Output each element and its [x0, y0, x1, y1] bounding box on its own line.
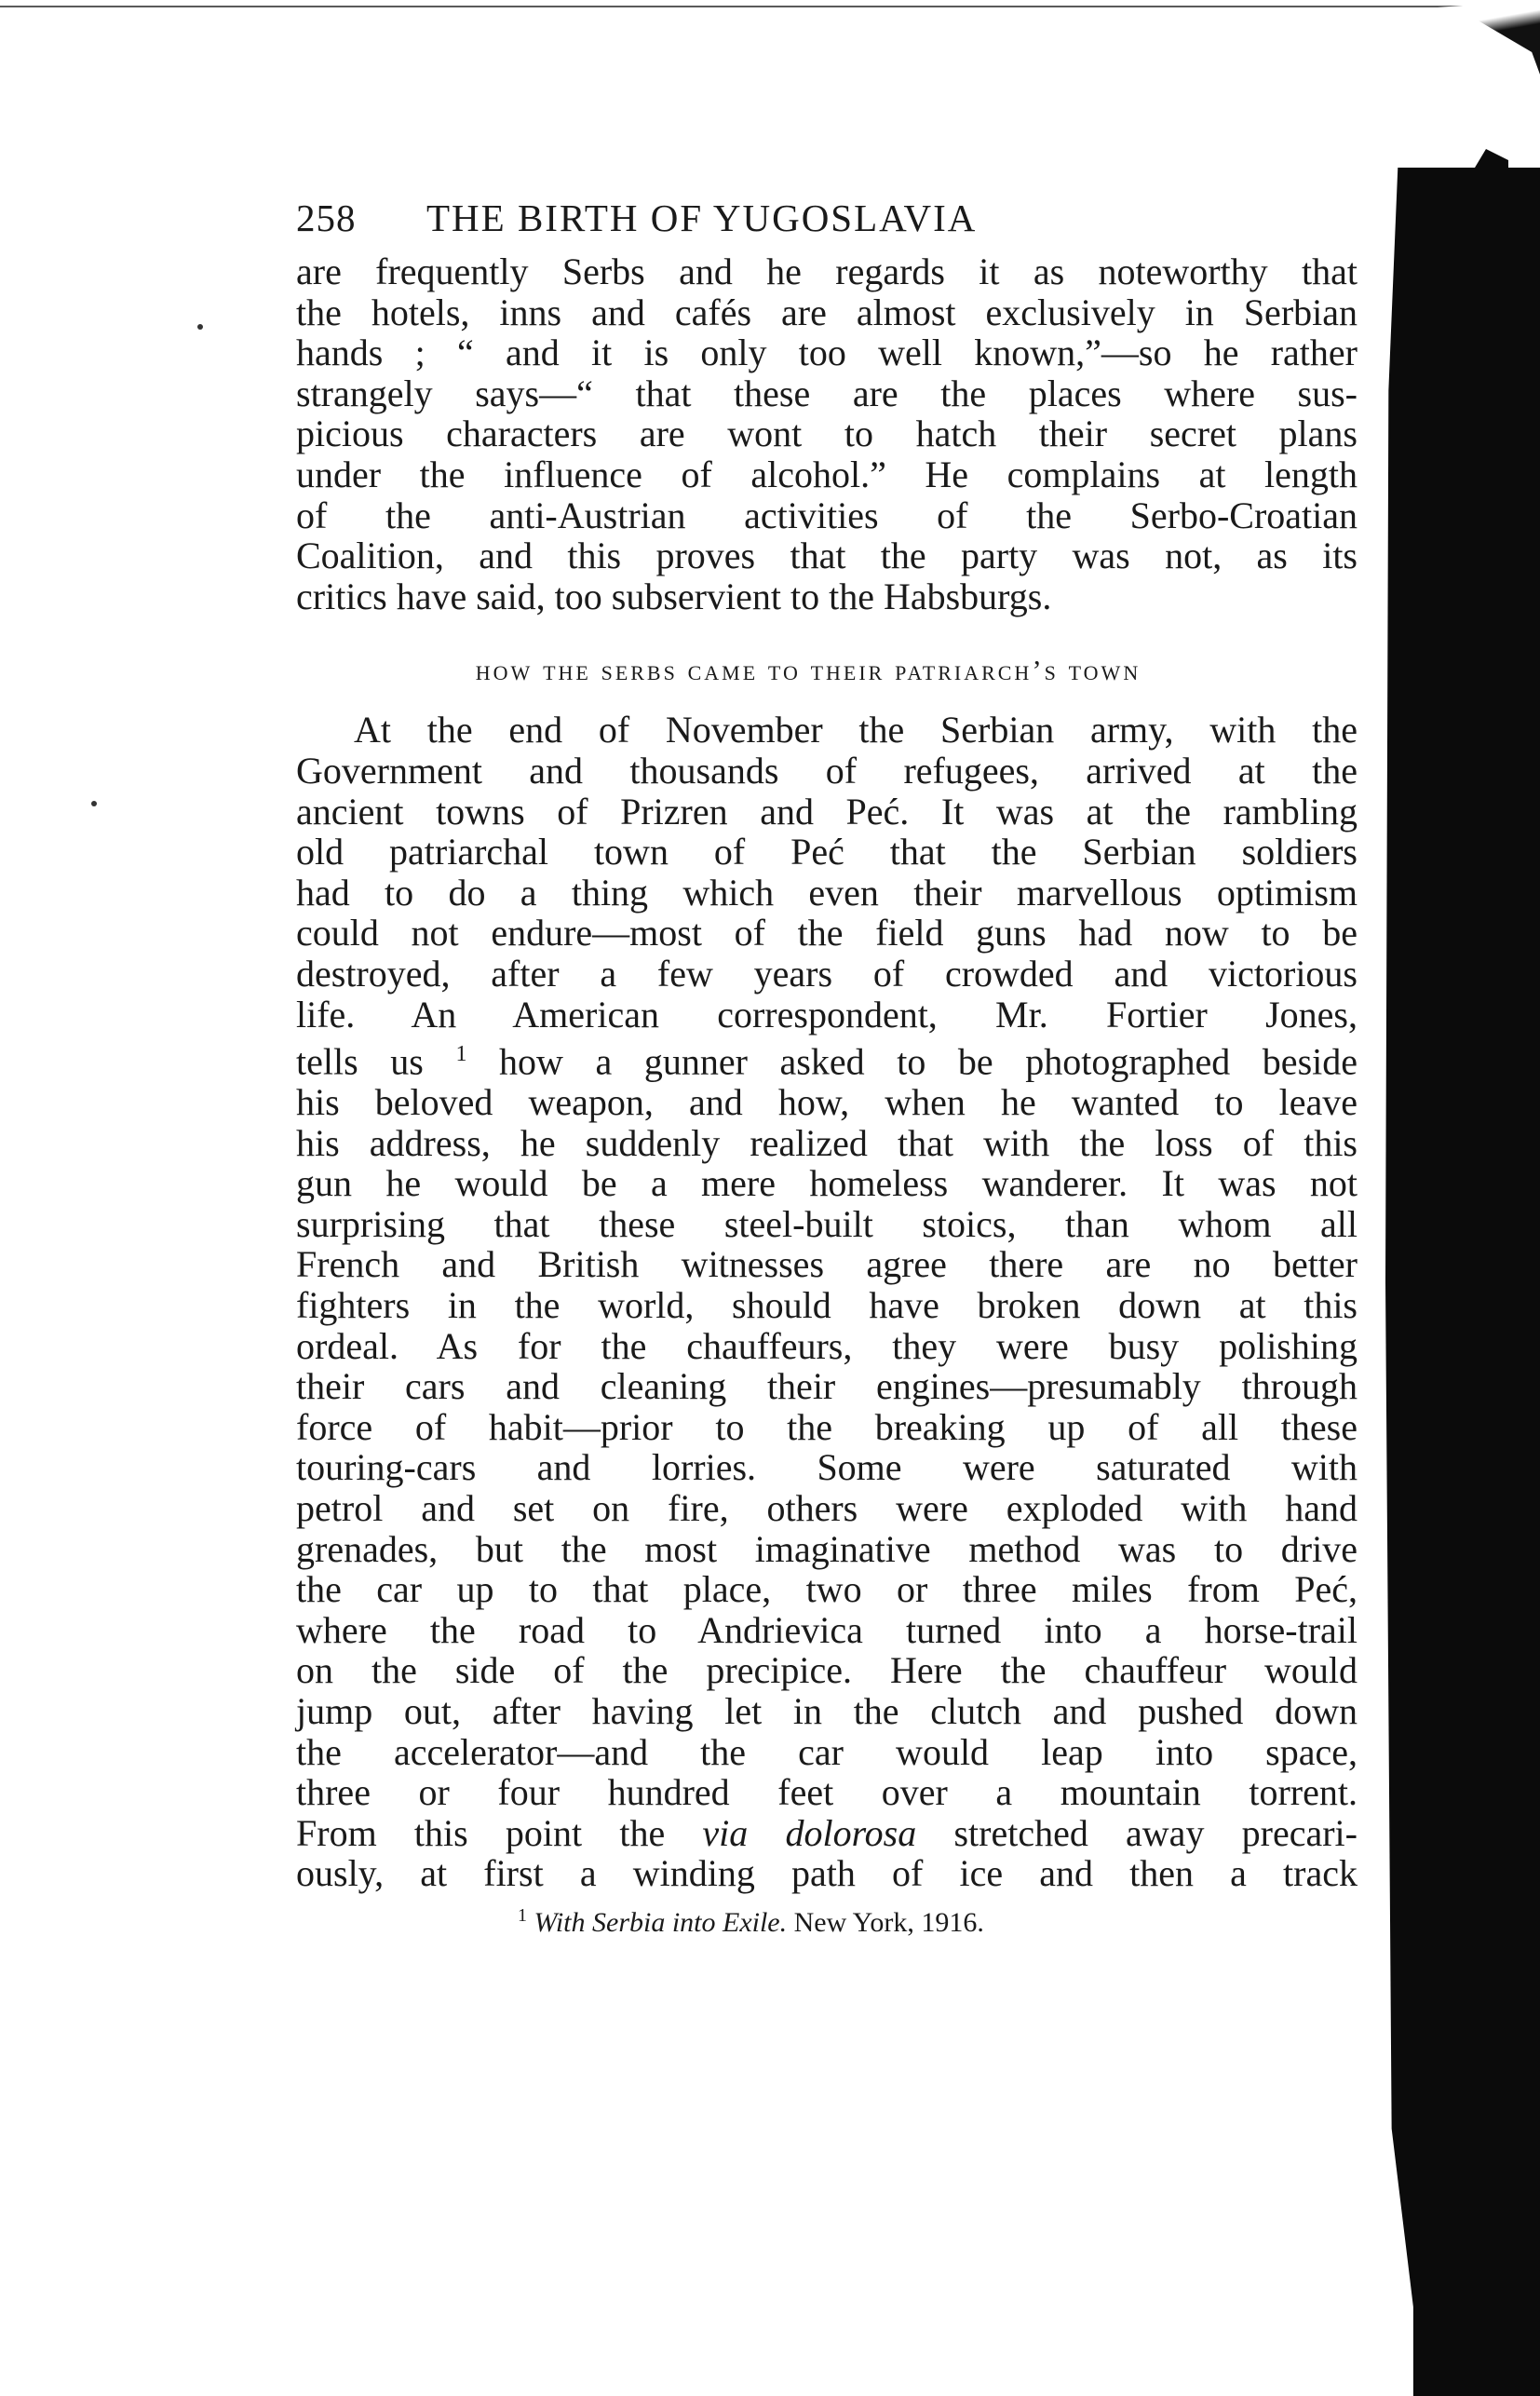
footnote-publication: New York, 1916. — [787, 1906, 984, 1938]
text-line: their cars and cleaning their engines—presumably through — [296, 1365, 1358, 1408]
text-line: petrol and set on fire, others were exploded with hand — [296, 1486, 1358, 1529]
footnote — [296, 1905, 1358, 1939]
text-line: French and British witnesses agree there are no better — [296, 1243, 1358, 1286]
footnote-marker: 1 — [518, 1904, 527, 1926]
text-line: his beloved weapon, and how, when he wanted to leave — [296, 1081, 1358, 1124]
text-line: surprising that these steel-built stoics, than whom all — [296, 1202, 1358, 1245]
text-line: fighters in the world, should have broken down at this — [296, 1283, 1358, 1326]
text-line: strangely says—“ that these are the places where sus- — [296, 372, 1358, 414]
text-line-last: ously, at first a winding path of ice and then a track — [296, 1852, 1358, 1895]
section-heading: how the serbs came to their patriarch’s town — [475, 654, 1141, 687]
running-title: THE BIRTH OF YUGOSLAVIA — [426, 196, 978, 239]
text-line: grenades, but the most imaginative method was to drive — [296, 1527, 1358, 1570]
footnote-book-title: With Serbia into Exile. — [534, 1906, 788, 1938]
text-line: of the anti-Austrian activities of the Serbo-Croatian — [296, 494, 1358, 536]
text-line-footnote-ref: tells us $^1$ how a gunner asked to be photographed beside — [296, 1040, 1358, 1083]
text-line: ancient towns of Prizren and Peć. It was at the rambling — [296, 790, 1358, 833]
text-line: ordeal. As for the chauffeurs, they were busy polishing — [296, 1324, 1358, 1367]
text-line: the accelerator—and the car would leap into space, — [296, 1730, 1358, 1773]
text-line: his address, he suddenly realized that with the loss of this — [296, 1121, 1358, 1164]
text-line: At the end of November the Serbian army, with the — [354, 709, 1358, 751]
text-line: critics have said, too subservient to the Habsburgs. — [296, 575, 1052, 617]
text-line: on the side of the precipice. Here the chauffeur would — [296, 1649, 1358, 1692]
text-line: the car up to that place, two or three miles from Peć, — [296, 1568, 1358, 1611]
text-line: had to do a thing which even their marvellous optimism — [296, 871, 1358, 914]
text-line: life. An American correspondent, Mr. Fortier Jones, — [296, 993, 1358, 1036]
text-line: where the road to Andrievica turned into a horse-trail — [296, 1608, 1358, 1651]
text-line: Government and thousands of refugees, arrived at the — [296, 749, 1358, 792]
top-edge-rule — [0, 6, 1490, 7]
text-line: hands ; “ and it is only too well known,”—so he rather — [296, 332, 1358, 374]
text-line: gun he would be a mere homeless wanderer. It was not — [296, 1162, 1358, 1205]
footnote-reference-marker[interactable]: 1 — [455, 1042, 467, 1067]
scan-corner-shadow — [1438, 0, 1540, 74]
text-line: the hotels, inns and cafés are almost exclusively in Serbian — [296, 291, 1358, 333]
text-line: are frequently Serbs and he regards it as noteworthy that — [296, 250, 1358, 292]
text-line: could not endure—most of the field guns had now to be — [296, 912, 1358, 954]
paragraph-serbs-at-pec — [296, 710, 1358, 1894]
text-line: touring-cars and lorries. Some were saturated with — [296, 1446, 1358, 1489]
text-line: jump out, after having let in the clutch and pushed down — [296, 1689, 1358, 1732]
text-line: Coalition, and this proves that the party was not, as its — [296, 535, 1358, 577]
text-line: three or four hundred feet over a mountain torrent. — [296, 1771, 1358, 1814]
page-number: 258 — [296, 196, 357, 239]
italic-phrase: via dolorosa — [702, 1811, 917, 1854]
text-line: picious characters are wont to hatch their secret plans — [296, 413, 1358, 455]
page-content — [296, 196, 1358, 1939]
text-line: old patriarchal town of Peć that the Serbian soldiers — [296, 831, 1358, 873]
text-line-italic: From this point the via dolorosa stretched away precari- — [296, 1811, 1358, 1854]
margin-speck — [197, 324, 203, 330]
margin-speck — [91, 801, 97, 806]
paragraph-continued — [296, 251, 1358, 616]
text-line: destroyed, after a few years of crowded and victorious — [296, 952, 1358, 995]
running-head — [296, 196, 1358, 251]
text-line: under the influence of alcohol.” He complains at length — [296, 453, 1358, 495]
book-gutter-shadow — [1385, 168, 1540, 2396]
text-line: force of habit—prior to the breaking up of all these — [296, 1405, 1358, 1448]
